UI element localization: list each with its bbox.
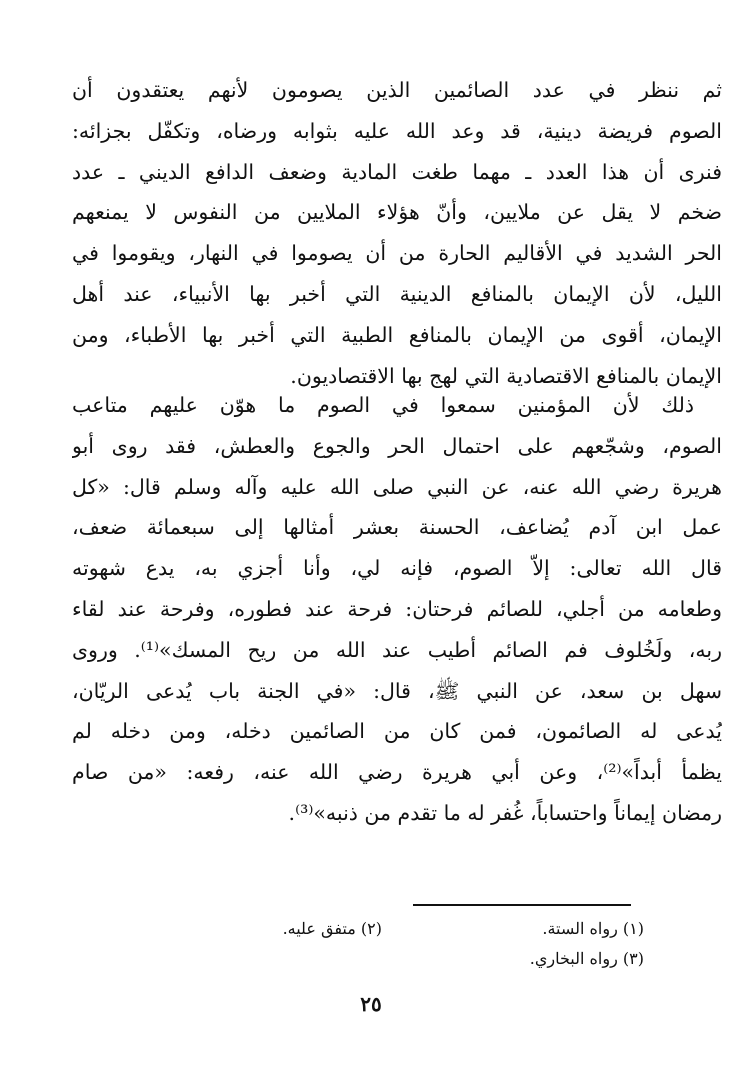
paragraph-1-line-2: الصوم فريضة دينية، قد وعد الله عليه بثوابه ورضاه، وتكفّل بجزائه: <box>72 118 722 143</box>
paragraph-1 <box>72 70 722 396</box>
paragraph-2-line-5: قال الله تعالى: إلاّ الصوم، فإنه لي، وأنا أجزي به، يدع شهوته <box>72 556 722 581</box>
paragraph-2-line-2: الصوم، وشجّعهم على احتمال الحر والجوع والعطش، فقد روى أبو <box>72 433 722 458</box>
paragraph-2-line-7: ربه، ولَخُلوف فم الصائم أطيب عند الله من ريح المسك»⁽¹⁾. وروى <box>72 637 722 662</box>
paragraph-2-line-11: رمضان إيماناً واحتساباً، غُفر له ما تقدم من ذنبه»⁽³⁾. <box>288 800 722 825</box>
footnote-2: (٢) متفق عليه. <box>282 919 382 938</box>
paragraph-1-line-7: الإيمان، أقوى من الإيمان بالمنافع الطبية التي أخبر بها الأطباء، ومن <box>72 322 722 347</box>
page-number: ٢٥ <box>360 992 382 1016</box>
paragraph-1-line-5: الحر الشديد في الأقاليم الحارة من أن يصوموا في النهار، ويقوموا في <box>72 241 722 266</box>
paragraph-2-line-4: عمل ابن آدم يُضاعف، الحسنة بعشر أمثالها إلى سبعمائة ضعف، <box>72 515 722 540</box>
paragraph-2-line-10: يظمأ أبداً»⁽²⁾، وعن أبي هريرة رضي الله عنه، رفعه: «من صام <box>72 760 722 785</box>
paragraph-1-line-8: الإيمان بالمنافع الاقتصادية التي لهج بها الاقتصاديون. <box>290 363 722 388</box>
paragraph-2-line-3: هريرة رضي الله عنه، عن النبي صلى الله عليه وآله وسلم قال: «كل <box>72 474 722 499</box>
paragraph-1-line-3: فنرى أن هذا العدد ـ مهما طغت المادية وضعف الدافع الديني ـ عدد <box>72 159 722 184</box>
paragraph-2-line-9: يُدعى له الصائمون، فمن كان من الصائمين دخله، ومن دخله لم <box>72 719 722 744</box>
footnote-row-1 <box>100 914 644 944</box>
paragraph-2-line-8: سهل بن سعد، عن النبي ﷺ، قال: «في الجنة باب يُدعى الريّان، <box>72 678 722 703</box>
paragraph-2 <box>72 385 722 834</box>
footnote-divider <box>413 904 631 906</box>
paragraph-1-line-4: ضخم لا يقل عن ملايين، وأنّ هؤلاء الملايين من النفوس لا يمنعهم <box>72 200 722 225</box>
footnotes <box>100 914 644 974</box>
footnote-1: (١) رواه الستة. <box>542 919 644 938</box>
paragraph-2-line-6: وطعامه من أجلي، للصائم فرحتان: فرحة عند فطوره، وفرحة عند لقاء <box>72 596 722 621</box>
footnote-3: (٣) رواه البخاري. <box>529 949 644 968</box>
paragraph-2-line-1: ذلك لأن المؤمنين سمعوا في الصوم ما هوّن عليهم متاعب <box>72 393 694 417</box>
paragraph-1-line-6: الليل، لأن الإيمان بالمنافع الدينية التي أخبر بها الأنبياء، عند أهل <box>72 281 722 306</box>
paragraph-1-line-1: ثم ننظر في عدد الصائمين الذين يصومون لأنهم يعتقدون أن <box>72 78 722 102</box>
footnote-row-2 <box>100 944 644 974</box>
